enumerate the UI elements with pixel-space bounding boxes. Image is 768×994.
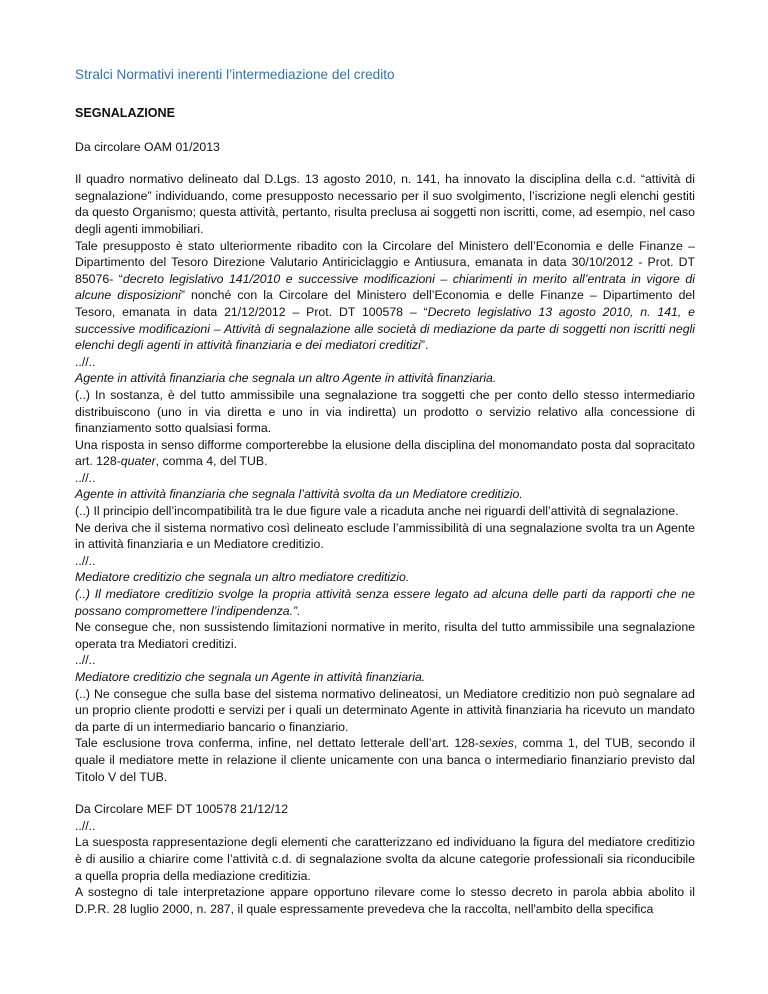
paragraph: (..) Il mediatore creditizio svolge la propria attività senza essere legato ad alcuna delle parti da rapporti che ne possano compromettere l’indipendenza.”. [75,587,695,618]
paragraph: (..) Ne consegue che sulla base del sistema normativo delineatosi, un Mediatore creditizio non può segnalare ad un proprio cliente prodotti e servizi per i quali un determinato Agente in attività finanziaria ha ricevuto un mandato da parte di un intermediario bancario o finanziario. [75,686,695,734]
paragraph: La suesposta rappresentazione degli elementi che caratterizzano ed individuano la figura del mediatore creditizio è di ausilio a chiarire come l’attività c.d. di segnalazione svolta da alcune categorie professionali sia riconducibile a quella propria della mediazione creditizia. [75,835,695,883]
separator: ..//.. [75,470,96,485]
paragraph: (..) Il principio dell’incompatibilità tra le due figure vale a ricaduta anche nei riguardi dell’attività di segnalazione. [75,504,679,519]
paragraph: Una risposta in senso difforme comporterebbe la elusione della disciplina del monomandato posta dal sopracitato art. 128-quater, comma 4, del TUB. [75,437,695,469]
source-citation-mef: Da Circolare MEF DT 100578 21/12/12 [75,802,289,817]
paragraph: A sostegno di tale interpretazione appare opportuno rilevare come lo stesso decreto in parola abbia abolito il D.P.R. 28 luglio 2000, n. 287, il quale espressamente prevedeva che la raccolta, nell'ambito della specifica [75,885,695,916]
subheading: Agente in attività finanziaria che segnala un altro Agente in attività finanziaria. [75,371,497,386]
document-title: Stralci Normativi inerenti l’intermediazione del credito [75,67,395,82]
separator: ..//.. [75,818,96,833]
separator: ..//.. [75,553,96,568]
separator: ..//.. [75,653,96,668]
paragraph: Ne deriva che il sistema normativo così delineato esclude l’ammissibilità di una segnalazione svolta tra un Agente in attività finanziaria e un Mediatore creditizio. [75,520,695,552]
subheading: Mediatore creditizio che segnala un altro mediatore creditizio. [75,570,410,585]
spacer [75,785,695,801]
paragraph: Il quadro normativo delineato dal D.Lgs. 13 agosto 2010, n. 141, ha innovato la disciplina della c.d. “attività di segnalazione” individuando, come presupposto necessario per il suo svolgimento, l’iscrizione negli elenchi gestiti da questo Organismo; questa attività, pertanto, risulta preclusa ai soggetti non iscritti, come, ad esempio, nel caso degli agenti immobiliari. [75,172,695,236]
paragraph: (..) In sostanza, è del tutto ammissibile una segnalazione tra soggetti che per conto dello stesso intermediario distribuiscono (uno in via diretta e uno in via indiretta) un prodotto o servizio relativo alla concessione di finanziamento sotto qualsiasi forma. [75,387,695,436]
subheading: Mediatore creditizio che segnala un Agente in attività finanziaria. [75,670,426,684]
paragraph: Ne consegue che, non sussistendo limitazioni normative in merito, risulta del tutto ammissibile una segnalazione operata tra Mediatori creditizi. [75,620,695,651]
paragraph: Tale presupposto è stato ulteriormente ribadito con la Circolare del Ministero dell’Economia e delle Finanze – Dipartimento del Tesoro Direzione Valutario Antiriciclaggio e Antiusura, emanata in data 30/10/2012 - Prot. DT 85076- “decreto legislativo 141/2010 e successive modificazioni – chiarimenti in merito all’entrata in vigore di alcune disposizioni” nonché con la Circolare del Ministero dell’Economia e delle Finanze – Dipartimento del Tesoro, emanata in data 21/12/2012 – Prot. DT 100578 – “Decreto legislativo 13 agosto 2010, n. 141, e successive modificazioni – Attività di segnalazione alle società di mediazione da parte di soggetti non iscritti negli elenchi degli agenti in attività finanziaria e dei mediatori creditizi”. [75,238,695,353]
section-heading: SEGNALAZIONE [75,106,176,120]
paragraph: Tale esclusione trova conferma, infine, nel dettato letterale dell’art. 128-sexies, comma 1, del TUB, secondo il quale il mediatore mette in relazione il cliente unicamente con una banca o intermediario finanziario previsto dal Titolo V del TUB. [75,736,695,784]
separator: ..//.. [75,354,96,369]
subheading: Agente in attività finanziaria che segnala l’attività svolta da un Mediatore creditizio. [75,487,523,502]
source-citation-oam: Da circolare OAM 01/2013 [75,139,220,154]
